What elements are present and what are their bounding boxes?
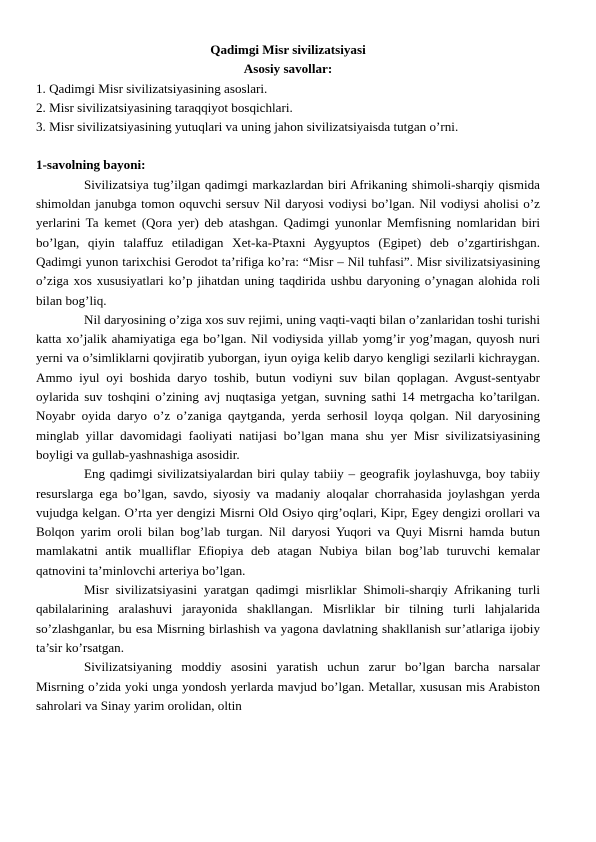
questions-heading: Asosiy savollar: bbox=[243, 61, 333, 77]
body-paragraph: Nil daryosining o’ziga xos suv rejimi, uning vaqti-vaqti bilan o’zanlaridan toshi turishi katta xo’jalik ahamiyatiga ega bo’lgan. Nil vodiysida yillab yomg’ir yog’magan, quyosh nuri yerni va o’simliklarni qovjiratib yuborgan, iyun oyiga kelib daryo kengligi sezilarli kichraygan. Ammo iyul oyi boshida daryo toshib, butun vodiyni suv bilan qoplagan. Avgust-sentyabr oylarida suv toshqini o’zining avj nuqtasiga yetgan, suvning sathi 14 metrgacha ko’tarilgan. Noyabr oyida daryo o’z o’zaniga qaytganda, yerda serhosil loyqa qolgan. Nil daryosining minglab yillar davomidagi faoliyati natijasi bo’lgan mana shu yer Misr sivilizatsiyasining boyligi va gullab-yashnashiga asosidir. bbox=[36, 311, 540, 462]
body-paragraph: Sivilizatsiya tug’ilgan qadimgi markazlardan biri Afrikaning shimoli-sharqiy qismida shimoldan janubga tomon oquvchi sersuv Nil daryosi vodiysi bo’lgan. Nil vodiysi aholisi o’z yerlarini Ta kemet (Qora yer) deb atashgan. Qadimgi yunonlar Memfisning nomlaridan biri bo’lgan, qiyin talaffuz etiladigan Xet-ka-Ptaxni Aygyuptos (Egipet) deb o’zgartirishgan. Qadimgi yunon tarixchisi Gerodot ta’rifiga ko’ra: “Misr – Nil tuhfasi”. Misr sivilizatsiyasining o’ziga xos xususiyatlari ko’p jihatdan uning taqdirida ushbu daryoning o’ynagan alohida roli bilan bog’liq. bbox=[36, 176, 540, 308]
question-item: 3. Misr sivilizatsiyasining yutuqlari va uning jahon sivilizatsiyaisda tutgan o’rni. bbox=[36, 119, 459, 135]
spacer bbox=[36, 136, 540, 155]
section-heading: 1-savolning bayoni: bbox=[36, 157, 146, 173]
page-title: Qadimgi Misr sivilizatsiyasi bbox=[210, 42, 366, 57]
body-paragraph: Eng qadimgi sivilizatsiyalardan biri qulay tabiiy – geografik joylashuvga, boy tabiiy resurslarga ega bo’lgan, savdo, siyosiy va madaniy aloqalar chorrahasida joylashgan yerda vujudga kelgan. O’rta yer dengizi Misrni Old Osiyo qirg’oqlari, Kipr, Egey dengizi orollari va Bolqon yarim oroli bilan bog’lab turgan. Nil daryosi Yuqori va Quyi Misrni hamda butun mamlakatni antik mualliflar Efiopiya deb atagan Nubiya bilan bog’lab turuvchi kemalar qatnovini ta’minlovchi arteriya bo’lgan. bbox=[36, 466, 540, 578]
question-item: 2. Misr sivilizatsiyasining taraqqiyot bosqichlari. bbox=[36, 99, 293, 115]
question-item: 1. Qadimgi Misr sivilizatsiyasining asoslari. bbox=[36, 80, 268, 96]
body-paragraph: Sivilizatsiyaning moddiy asosini yaratish uchun zarur bo’lgan barcha narsalar Misrning o’zida yoki unga yondosh yerlarda mavjud bo’lgan. Metallar, xususan mis Arabiston sahrolari va Sinay yarim orolidan, oltin bbox=[36, 659, 540, 713]
body-paragraph: Misr sivilizatsiyasini yaratgan qadimgi misrliklar Shimoli-sharqiy Afrikaning turli qabilalarining aralashuvi jarayonida shakllangan. Misrliklar bir tilning turli lahjalarida so’zlashganlar, bu esa Misrning birlashish va yagona davlatning shakllanish sur’atlariga ijobiy ta’sir ko’rsatgan. bbox=[36, 582, 540, 655]
